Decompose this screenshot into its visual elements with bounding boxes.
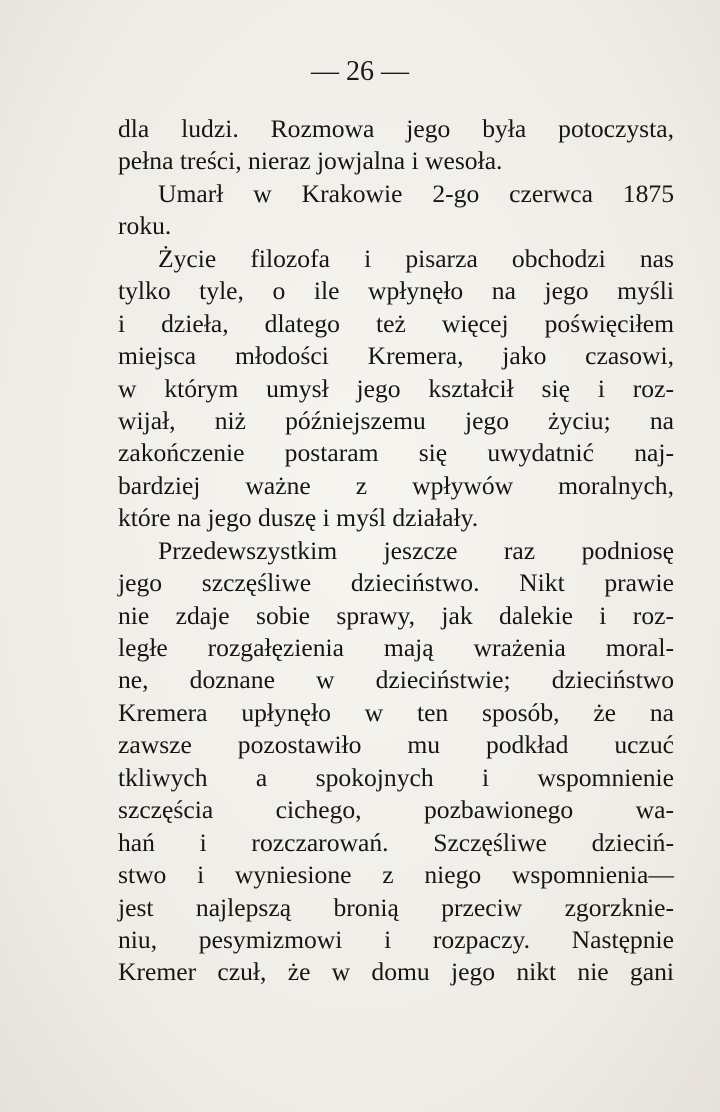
text-line: roku. — [118, 211, 172, 241]
text-line: nie zdaje sobie sprawy, jak dalekie i roz- — [118, 600, 674, 630]
text-line: dla ludzi. Rozmowa jego była potoczysta, — [118, 114, 674, 143]
text-line: które na jego duszę i myśl działały. — [118, 503, 479, 533]
text-line: ne, doznane w dzieciństwie; dzieciństwo — [118, 665, 674, 695]
text-line: stwo i wyniesione z niego wspomnienia— — [118, 860, 674, 890]
text-line: miejsca młodości Kremera, jako czasowi, — [118, 341, 674, 371]
page-number: — 26 — — [311, 56, 409, 87]
text-line: Życie filozofa i pisarza obchodzi nas — [158, 243, 674, 273]
text-line: w którym umysł jego kształcił się i roz- — [118, 373, 674, 403]
text-line: wijał, niż późniejszemu jego życiu; na — [118, 405, 674, 435]
text-line: jest najlepszą bronią przeciw zgorzknie- — [118, 892, 674, 922]
body-text — [118, 113, 674, 989]
text-line: tylko tyle, o ile wpłynęło na jego myśli — [118, 276, 674, 306]
text-line: niu, pesymizmowi i rozpaczy. Następnie — [118, 924, 674, 954]
text-line: tkliwych a spokojnych i wspomnienie — [118, 762, 674, 792]
text-line: Umarł w Krakowie 2-go czerwca 1875 — [158, 178, 674, 208]
text-line: hań i rozczarowań. Szczęśliwe dzieciń- — [118, 827, 674, 857]
text-line: Kremer czuł, że w domu jego nikt nie gani — [118, 957, 674, 987]
text-line: zawsze pozostawiło mu podkład uczuć — [118, 730, 674, 760]
text-line: bardziej ważne z wpływów moralnych, — [118, 470, 674, 500]
text-line: szczęścia cichego, pozbawionego wa- — [118, 795, 674, 825]
text-line: jego szczęśliwe dzieciństwo. Nikt prawie — [118, 568, 674, 598]
text-line: ległe rozgałęzienia mają wrażenia moral- — [118, 633, 674, 662]
text-line: zakończenie postaram się uwydatnić naj- — [118, 438, 674, 468]
text-line: pełna treści, nieraz jowjalna i wesoła. — [118, 146, 503, 176]
text-line: Kremera upłynęło w ten sposób, że na — [118, 697, 674, 727]
text-line: Przedewszystkim jeszcze raz podniosę — [158, 535, 674, 565]
text-line: i dzieła, dlatego też więcej poświęciłem — [118, 308, 674, 338]
